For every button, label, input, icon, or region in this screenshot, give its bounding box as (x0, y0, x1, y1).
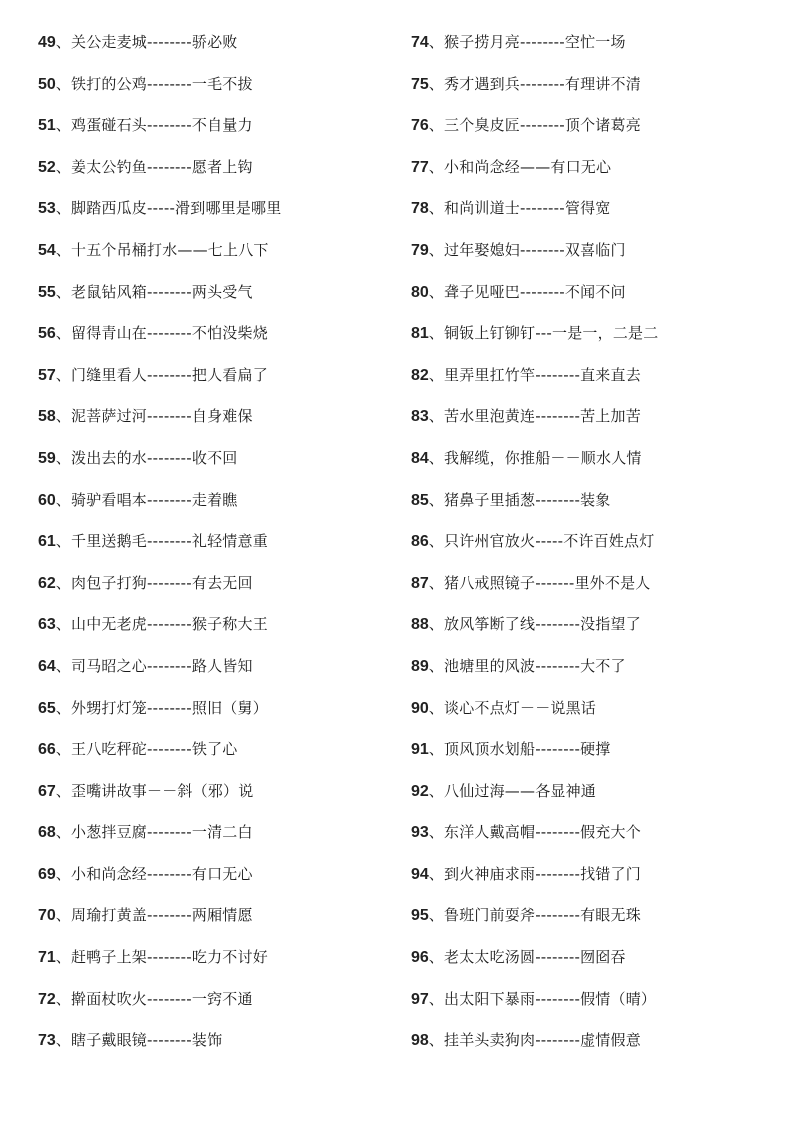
item-text: 、瞎子戴眼镜--------装饰 (55, 1031, 223, 1050)
item-text: 、只许州官放火-----不许百姓点灯 (428, 532, 655, 551)
item-text: 、擀面杖吹火--------一窍不通 (55, 989, 253, 1008)
left-column (38, 28, 388, 1068)
xiehouyu-item (411, 569, 781, 611)
item-number: 84 (411, 449, 429, 467)
item-text: 、过年娶媳妇--------双喜临门 (428, 240, 626, 259)
item-text: 、司马昭之心--------路人皆知 (55, 656, 253, 675)
xiehouyu-item (38, 70, 388, 112)
item-number: 92 (411, 782, 429, 800)
item-text: 、东洋人戴高帽--------假充大个 (428, 823, 641, 842)
item-text: 、苦水里泡黄连--------苦上加苦 (428, 407, 641, 426)
xiehouyu-item (38, 319, 388, 361)
xiehouyu-item (38, 153, 388, 195)
item-text: 、歪嘴讲故事－－斜（邪）说 (55, 781, 254, 800)
item-text: 、和尚训道士--------管得宽 (428, 199, 611, 218)
item-text: 、门缝里看人--------把人看扁了 (55, 365, 268, 384)
item-number: 96 (411, 949, 429, 967)
item-number: 74 (411, 34, 429, 51)
item-text: 、猪鼻子里插葱--------装象 (428, 490, 611, 509)
item-number: 80 (411, 283, 429, 301)
xiehouyu-item (411, 901, 781, 943)
item-number: 52 (38, 158, 56, 176)
item-number: 90 (411, 699, 429, 717)
item-number: 66 (38, 741, 56, 759)
item-number: 83 (411, 408, 429, 426)
item-number: 70 (38, 907, 56, 925)
item-number: 65 (38, 699, 56, 717)
xiehouyu-item (38, 28, 388, 70)
xiehouyu-item (411, 70, 781, 112)
item-text: 、谈心不点灯－－说黑话 (428, 698, 596, 717)
xiehouyu-item (411, 652, 781, 694)
item-text: 、赶鸭子上架--------吃力不讨好 (55, 948, 268, 967)
item-number: 69 (38, 865, 56, 883)
xiehouyu-item (411, 735, 781, 777)
item-text: 、关公走麦城--------骄必败 (55, 33, 238, 51)
xiehouyu-item (411, 985, 781, 1027)
xiehouyu-item (411, 610, 781, 652)
item-number: 91 (411, 741, 429, 759)
xiehouyu-item (411, 444, 781, 486)
xiehouyu-item (38, 860, 388, 902)
item-number: 61 (38, 533, 56, 551)
xiehouyu-item (38, 569, 388, 611)
item-text: 、周瑜打黄盖--------两厢情愿 (55, 906, 253, 925)
item-number: 62 (38, 574, 56, 592)
item-number: 67 (38, 782, 56, 800)
xiehouyu-item (38, 985, 388, 1027)
item-number: 56 (38, 325, 56, 343)
item-number: 77 (411, 158, 429, 176)
item-text: 、里弄里扛竹竿--------直来直去 (428, 365, 641, 384)
item-text: 、小和尚念经——有口无心 (428, 157, 612, 176)
xiehouyu-item (411, 278, 781, 320)
item-text: 、千里送鹅毛--------礼轻情意重 (55, 532, 268, 551)
xiehouyu-item (38, 236, 388, 278)
xiehouyu-item (38, 486, 388, 528)
item-number: 78 (411, 200, 429, 218)
item-number: 97 (411, 990, 429, 1008)
item-text: 、猪八戒照镜子-------里外不是人 (428, 573, 651, 592)
item-number: 81 (411, 325, 429, 343)
item-text: 、猴子捞月亮--------空忙一场 (428, 33, 626, 51)
item-number: 86 (411, 533, 429, 551)
item-number: 63 (38, 616, 56, 634)
xiehouyu-item (38, 194, 388, 236)
xiehouyu-item (411, 402, 781, 444)
xiehouyu-item (411, 194, 781, 236)
item-text: 、王八吃秤砣--------铁了心 (55, 740, 238, 759)
item-number: 88 (411, 616, 429, 634)
item-number: 85 (411, 491, 429, 509)
item-text: 、泼出去的水--------收不回 (55, 448, 238, 467)
item-text: 、到火神庙求雨--------找错了门 (428, 864, 641, 883)
item-text: 、鸡蛋碰石头--------不自量力 (55, 116, 253, 135)
item-number: 76 (411, 117, 429, 135)
item-number: 64 (38, 657, 56, 675)
item-number: 57 (38, 366, 56, 384)
item-text: 、小和尚念经--------有口无心 (55, 864, 253, 883)
item-text: 、出太阳下暴雨--------假情（晴） (428, 989, 657, 1008)
xiehouyu-item (38, 901, 388, 943)
item-text: 、铜钣上钉铆钉---一是一，二是二 (428, 324, 659, 343)
item-text: 、放风筝断了线--------没指望了 (428, 615, 641, 634)
item-text: 、骑驴看唱本--------走着瞧 (55, 490, 238, 509)
item-text: 、十五个吊桶打水——七上八下 (55, 240, 269, 259)
xiehouyu-item (38, 610, 388, 652)
item-number: 68 (38, 824, 56, 842)
item-number: 54 (38, 241, 56, 259)
item-text: 、我解缆，你推船－－顺水人情 (428, 448, 642, 467)
item-number: 71 (38, 949, 56, 967)
xiehouyu-item (411, 28, 781, 70)
item-text: 、小葱拌豆腐--------一清二白 (55, 823, 253, 842)
item-number: 98 (411, 1032, 429, 1050)
xiehouyu-item (38, 735, 388, 777)
item-text: 、顶风顶水划船--------硬撑 (428, 740, 611, 759)
item-number: 82 (411, 366, 429, 384)
item-number: 73 (38, 1032, 56, 1050)
xiehouyu-item (411, 818, 781, 860)
item-number: 58 (38, 408, 56, 426)
xiehouyu-item (411, 527, 781, 569)
item-text: 、留得青山在--------不怕没柴烧 (55, 324, 268, 343)
item-number: 87 (411, 574, 429, 592)
item-text: 、姜太公钓鱼--------愿者上钩 (55, 157, 253, 176)
xiehouyu-item (38, 777, 388, 819)
xiehouyu-item (38, 818, 388, 860)
item-text: 、聋子见哑巴--------不闻不问 (428, 282, 626, 301)
xiehouyu-item (411, 111, 781, 153)
item-number: 72 (38, 990, 56, 1008)
item-text: 、挂羊头卖狗肉--------虚情假意 (428, 1031, 641, 1050)
right-column (411, 28, 781, 1068)
item-number: 79 (411, 241, 429, 259)
item-text: 、铁打的公鸡--------一毛不拔 (55, 74, 253, 93)
xiehouyu-item (38, 361, 388, 403)
item-text: 、池塘里的风波--------大不了 (428, 656, 626, 675)
item-number: 59 (38, 449, 56, 467)
xiehouyu-item (411, 153, 781, 195)
item-text: 、泥菩萨过河--------自身难保 (55, 407, 253, 426)
item-text: 、山中无老虎--------猴子称大王 (55, 615, 268, 634)
item-number: 89 (411, 657, 429, 675)
item-number: 60 (38, 491, 56, 509)
xiehouyu-item (38, 694, 388, 736)
item-text: 、外甥打灯笼--------照旧（舅） (55, 698, 268, 717)
xiehouyu-item (411, 319, 781, 361)
item-number: 94 (411, 865, 429, 883)
item-number: 93 (411, 824, 429, 842)
item-number: 95 (411, 907, 429, 925)
item-number: 55 (38, 283, 56, 301)
xiehouyu-item (411, 486, 781, 528)
item-number: 51 (38, 117, 56, 135)
item-text: 、肉包子打狗--------有去无回 (55, 573, 253, 592)
item-number: 49 (38, 34, 56, 51)
xiehouyu-item (38, 111, 388, 153)
xiehouyu-item (38, 278, 388, 320)
xiehouyu-item (411, 361, 781, 403)
xiehouyu-item (38, 652, 388, 694)
item-number: 50 (38, 75, 56, 93)
item-text: 、脚踏西瓜皮-----滑到哪里是哪里 (55, 199, 282, 218)
item-number: 75 (411, 75, 429, 93)
item-text: 、秀才遇到兵--------有理讲不清 (428, 74, 641, 93)
xiehouyu-item (411, 943, 781, 985)
xiehouyu-item (411, 777, 781, 819)
xiehouyu-item (38, 943, 388, 985)
xiehouyu-item (411, 1026, 781, 1068)
item-text: 、三个臭皮匠--------顶个诸葛亮 (428, 116, 641, 135)
xiehouyu-item (38, 527, 388, 569)
xiehouyu-item (38, 1026, 388, 1068)
item-text: 、老鼠钻风箱--------两头受气 (55, 282, 253, 301)
xiehouyu-item (411, 694, 781, 736)
item-number: 53 (38, 200, 56, 218)
item-text: 、鲁班门前耍斧--------有眼无珠 (428, 906, 641, 925)
item-text: 、老太太吃汤圆--------囫囵吞 (428, 948, 626, 967)
xiehouyu-item (38, 402, 388, 444)
item-text: 、八仙过海——各显神通 (428, 781, 596, 800)
xiehouyu-item (411, 860, 781, 902)
xiehouyu-item (38, 444, 388, 486)
xiehouyu-item (411, 236, 781, 278)
